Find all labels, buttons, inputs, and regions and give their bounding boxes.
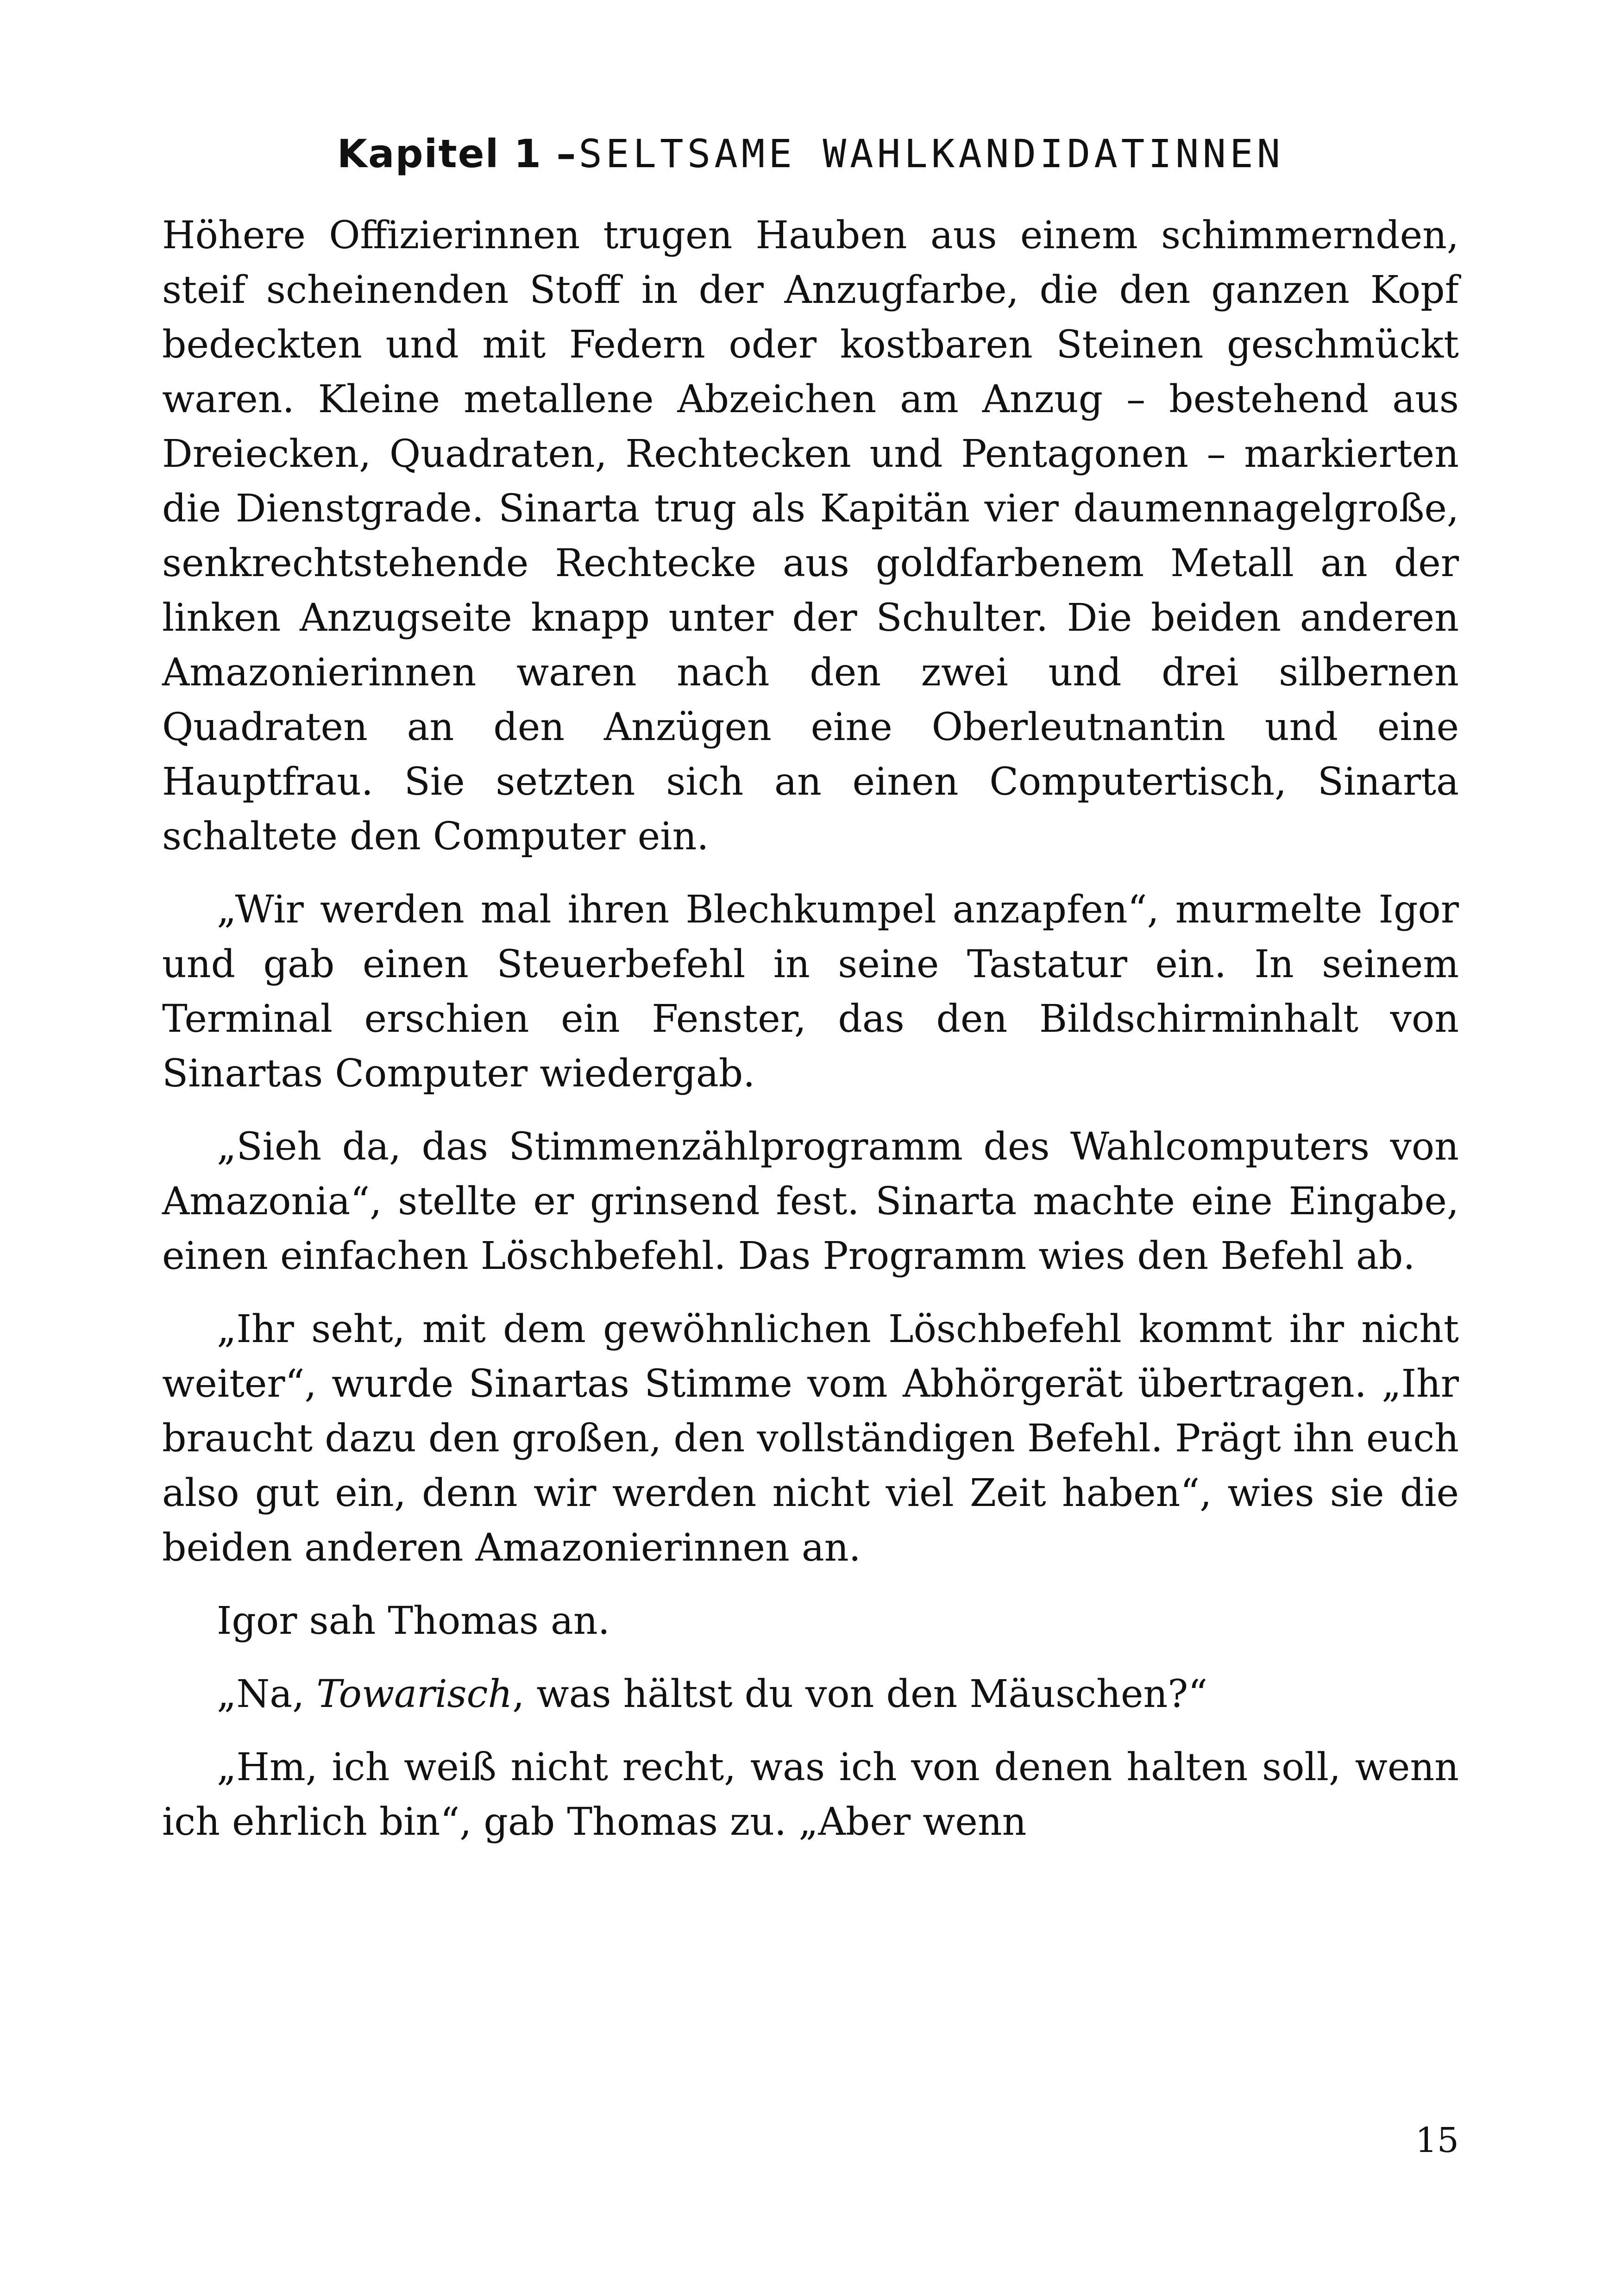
page-number: 15 [1415, 2120, 1459, 2160]
running-header [0, 131, 1621, 176]
dialogue-text-after: , was hältst du von den Mäuschen?“ [512, 1672, 1208, 1716]
dialogue-paragraph [162, 1667, 1459, 1722]
paragraph: Igor sah Thomas an. [217, 1599, 610, 1643]
paragraph: „Wir werden mal ihren Blechkumpel anzapfen“, murmelte Igor und gab einen Steuerbefehl in seine Tastatur ein. In seinem Terminal erschien ein Fenster, das den Bildschirminhalt von Sinartas Computer wiedergab. [162, 888, 1459, 1096]
body-text [162, 208, 1459, 1850]
paragraph: „Hm, ich weiß nicht recht, was ich von denen halten soll, wenn ich ehrlich bin“, gab Thomas zu. „Aber wenn [162, 1745, 1459, 1844]
chapter-title: SELTSAME WAHLKANDIDATINNEN [578, 131, 1284, 176]
paragraph: „Ihr seht, mit dem gewöhnlichen Löschbefehl kommt ihr nicht weiter“, wurde Sinartas Stimme vom Abhörgerät übertragen. „Ihr braucht dazu den großen, den vollständigen Befehl. Prägt ihn euch also gut ein, denn wir werden nicht viel Zeit haben“, wies sie die beiden anderen Amazonierinnen an. [162, 1307, 1459, 1570]
dialogue-italic-word: Towarisch [316, 1672, 513, 1716]
paragraph: „Sieh da, das Stimmenzählprogramm des Wahlcomputers von Amazonia“, stellte er grinsend fest. Sinarta machte eine Eingabe, einen einfachen Löschbefehl. Das Programm wies den Befehl ab. [162, 1125, 1459, 1278]
dialogue-text-before: „Na, [217, 1672, 317, 1716]
chapter-label: Kapitel 1 – [337, 131, 577, 176]
paragraph: Höhere Offizierinnen trugen Hauben aus einem schimmernden, steif scheinenden Stoff in der Anzugfarbe, die den ganzen Kopf bedeckten und mit Federn oder kostbaren Steinen geschmückt waren. Kleine metallene Abzeichen am Anzug – bestehend aus Dreiecken, Quadraten, Rechtecken und Pentagonen – markierten die Dienstgrade. Sinarta trug als Kapitän vier daumennagelgroße, senkrechtstehende Rechtecke aus goldfarbenem Metall an der linken Anzugseite knapp unter der Schulter. Die beiden anderen Amazonierinnen waren nach den zwei und drei silbernen Quadraten an den Anzügen eine Oberleutnantin und eine Hauptfrau. Sie setzten sich an einen Computertisch, Sinarta schaltete den Computer ein. [162, 213, 1459, 859]
